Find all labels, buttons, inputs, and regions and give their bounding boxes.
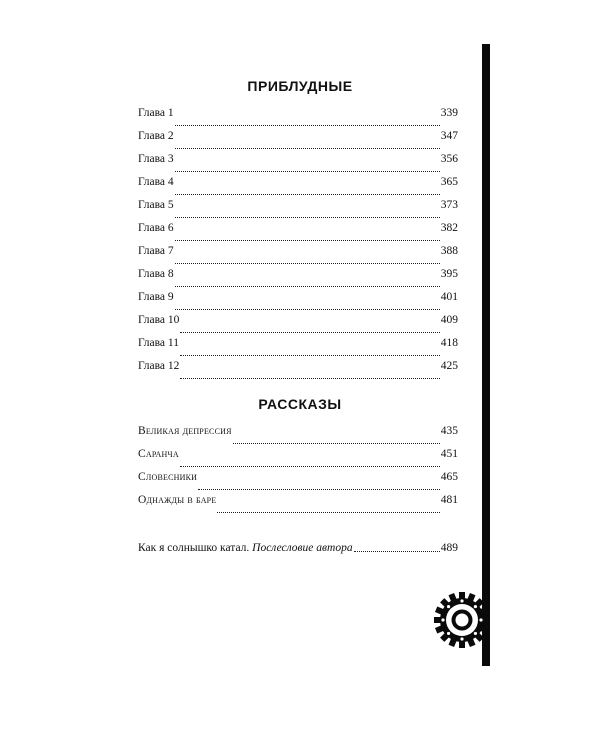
entry-page: 401 [440,291,458,303]
entry-label: Глава 8 [138,268,174,280]
toc-entry[interactable] [138,424,458,447]
entry-page: 395 [440,268,458,280]
toc-entry[interactable] [138,221,458,244]
entry-page: 373 [440,199,458,211]
toc-entry[interactable] [138,470,458,493]
entry-label: Глава 5 [138,199,174,211]
entry-page: 388 [440,245,458,257]
toc-entry[interactable] [138,198,458,221]
entry-label: Глава 9 [138,291,174,303]
entry-label: Глава 1 [138,107,174,119]
leader-dots [175,170,440,172]
entry-label: Словесники [138,471,198,483]
entry-label: Глава 7 [138,245,174,257]
entry-label: Однажды в баре [138,494,217,506]
toc-entry-afterword[interactable] [138,541,458,555]
entry-label: Великая депрессия [138,425,232,437]
spine-bar [482,44,490,666]
entry-page: 382 [440,222,458,234]
entry-page: 339 [440,107,458,119]
leader-dots [175,147,440,149]
entry-page: 489 [440,542,458,554]
toc-entry[interactable] [138,129,458,152]
entry-page: 365 [440,176,458,188]
toc-entry[interactable] [138,359,458,382]
entry-page: 425 [440,360,458,372]
toc-entry[interactable] [138,313,458,336]
entry-page: 435 [440,425,458,437]
entry-label: Саранча [138,448,179,460]
leader-dots [354,550,440,552]
toc-entry[interactable] [138,152,458,175]
toc-entry[interactable] [138,290,458,313]
entry-label: Глава 10 [138,314,180,326]
leader-dots [180,331,439,333]
leader-dots [180,377,439,379]
entry-label: Глава 4 [138,176,174,188]
leader-dots [180,354,440,356]
toc-entry[interactable] [138,336,458,359]
leader-dots [175,308,440,310]
toc-entry[interactable] [138,267,458,290]
entry-label: Глава 3 [138,153,174,165]
leader-dots [175,193,440,195]
entry-label: Как я солнышко катал. Послесловие автора [138,542,353,554]
section-title-pribludnye: ПРИБЛУДНЫЕ [247,78,353,94]
entry-page: 418 [440,337,458,349]
entry-page: 451 [440,448,458,460]
toc-section-1 [138,106,458,382]
entry-page: 347 [440,130,458,142]
toc-entry[interactable] [138,244,458,267]
leader-dots [180,465,440,467]
toc-section-2 [138,424,458,516]
entry-label: Глава 11 [138,337,179,349]
section-title-rasskazy: РАССКАЗЫ [258,396,342,412]
leader-dots [198,488,440,490]
leader-dots [175,285,440,287]
entry-page: 409 [440,314,458,326]
leader-dots [175,124,440,126]
toc-entry[interactable] [138,106,458,129]
toc-entry[interactable] [138,447,458,470]
toc-entry[interactable] [138,493,458,516]
leader-dots [175,216,440,218]
entry-label: Глава 12 [138,360,180,372]
entry-page: 356 [440,153,458,165]
leader-dots [233,442,440,444]
leader-dots [175,262,440,264]
leader-dots [217,511,439,513]
entry-page: 481 [440,494,458,506]
leader-dots [175,239,440,241]
gear-icon [432,590,492,650]
toc-entry[interactable] [138,175,458,198]
entry-page: 465 [440,471,458,483]
entry-label: Глава 2 [138,130,174,142]
toc-afterword [138,541,458,555]
entry-label: Глава 6 [138,222,174,234]
